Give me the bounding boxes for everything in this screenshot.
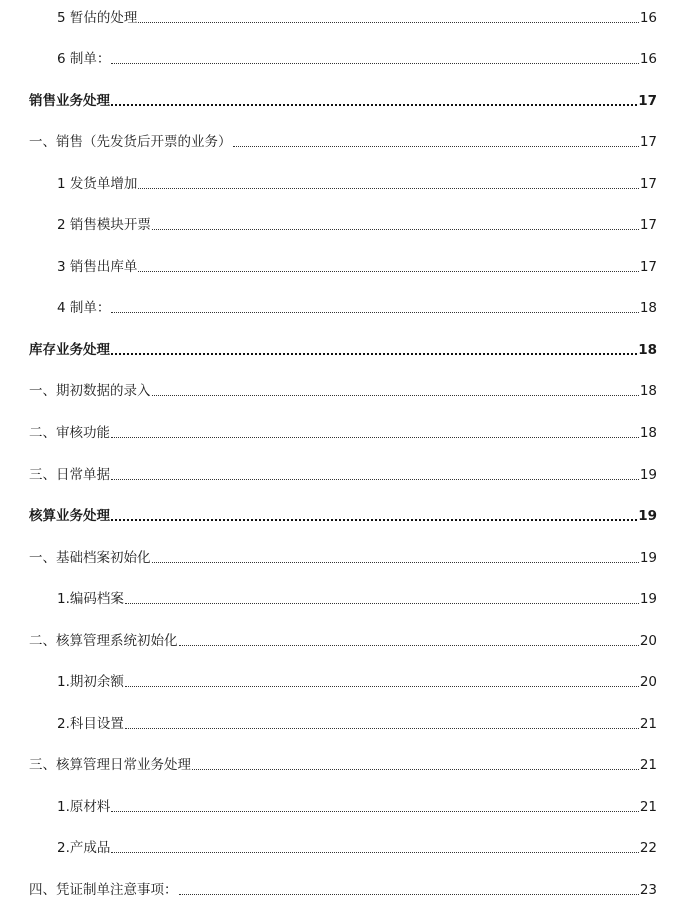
toc-leader-dots [192,769,639,770]
toc-leader-dots [111,104,637,106]
toc-entry[interactable] [57,298,657,318]
toc-entry-title: 一、销售（先发货后开票的业务） [29,134,232,150]
toc-page-number: 17 [639,134,657,150]
toc-entry[interactable] [29,548,657,568]
toc-entry[interactable] [29,506,657,526]
toc-leader-dots [152,229,639,230]
toc-entry[interactable] [57,257,657,277]
toc-entry-title: 三、核算管理日常业务处理 [29,757,191,773]
toc-leader-dots [138,271,638,272]
toc-entry[interactable] [29,340,657,360]
toc-entry[interactable] [57,215,657,235]
toc-leader-dots [125,686,639,687]
toc-entry-title: 一、期初数据的录入 [29,383,151,399]
toc-leader-dots [111,353,637,355]
toc-page-number: 16 [639,51,657,67]
toc-entry[interactable] [57,838,657,858]
toc-entry[interactable] [29,755,657,775]
toc-entry[interactable] [29,132,657,152]
toc-page-number: 19 [639,550,657,566]
toc-page-number: 17 [639,176,657,192]
toc-leader-dots [179,645,639,646]
toc-entry[interactable] [57,714,657,734]
toc-entry-title: 一、基础档案初始化 [29,550,151,566]
toc-entry[interactable] [29,423,657,443]
toc-leader-dots [111,63,638,64]
toc-page-number: 23 [639,882,657,898]
toc-entry-title: 库存业务处理 [29,342,110,358]
toc-page-number: 17 [638,93,657,109]
toc-entry-title: 二、核算管理系统初始化 [29,633,178,649]
toc-page-number: 22 [639,840,657,856]
toc-page-number: 20 [639,633,657,649]
toc-leader-dots [233,146,639,147]
toc-leader-dots [152,562,639,563]
toc-page-number: 19 [639,591,657,607]
toc-leader-dots [138,22,638,23]
toc-leader-dots [111,811,638,812]
toc-leader-dots [125,728,639,729]
toc-entry[interactable] [29,631,657,651]
toc-entry-title: 4 制单： [57,300,111,316]
toc-entry-title: 2.科目设置 [57,716,124,732]
toc-leader-dots [138,188,638,189]
toc-entry-title: 3 销售出库单 [57,259,138,275]
toc-page-number: 17 [639,259,657,275]
toc-leader-dots [179,894,639,895]
toc-leader-dots [111,479,639,480]
toc-page-number: 17 [639,217,657,233]
toc-entry-title: 销售业务处理 [29,93,110,109]
toc-entry[interactable] [57,672,657,692]
toc-page-number: 21 [639,757,657,773]
toc-entry-title: 三、日常单据 [29,467,110,483]
toc-entry-title: 1.原材料 [57,799,111,815]
toc-page-number: 18 [639,300,657,316]
toc-leader-dots [111,852,638,853]
toc-entry[interactable] [57,797,657,817]
toc-leader-dots [125,603,639,604]
toc-entry-title: 1.期初余额 [57,674,124,690]
toc-leader-dots [111,519,637,521]
toc-page-number: 19 [639,467,657,483]
toc-page-number: 19 [638,508,657,524]
toc-page-number: 18 [639,383,657,399]
toc-entry-title: 核算业务处理 [29,508,110,524]
toc-entry[interactable] [57,8,657,28]
toc-entry[interactable] [57,589,657,609]
toc-entry-title: 2.产成品 [57,840,111,856]
toc-page-number: 21 [639,799,657,815]
toc-entry-title: 四、凭证制单注意事项： [29,882,178,898]
toc-entry[interactable] [57,174,657,194]
toc-entry-title: 1 发货单增加 [57,176,138,192]
toc-entry-title: 2 销售模块开票 [57,217,151,233]
toc-entry-title: 5 暂估的处理 [57,10,138,26]
toc-entry[interactable] [29,91,657,111]
toc-entry-title: 1.编码档案 [57,591,124,607]
toc-entry-title: 6 制单： [57,51,111,67]
toc-page-number: 21 [639,716,657,732]
toc-entry[interactable] [29,465,657,485]
toc-page-number: 18 [638,342,657,358]
toc-page-number: 16 [639,10,657,26]
toc-page-number: 18 [639,425,657,441]
toc-entry-title: 二、审核功能 [29,425,110,441]
toc-leader-dots [152,395,639,396]
toc-entry[interactable] [29,381,657,401]
toc-leader-dots [111,437,639,438]
toc-entry[interactable] [57,49,657,69]
toc-page-number: 20 [639,674,657,690]
toc-leader-dots [111,312,638,313]
toc-entry[interactable] [29,880,657,900]
